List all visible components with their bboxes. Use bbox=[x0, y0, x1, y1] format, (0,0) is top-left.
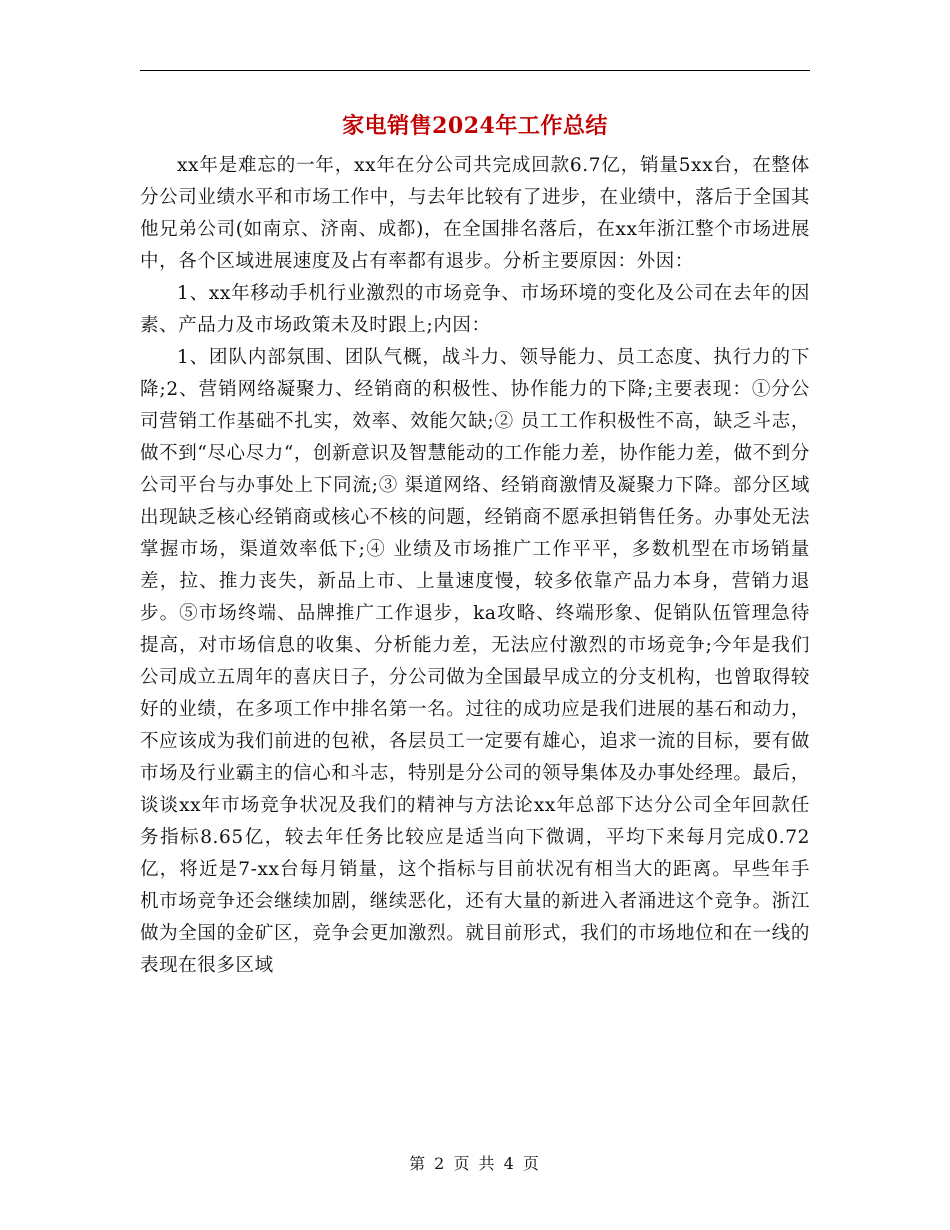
document-body bbox=[140, 150, 810, 982]
paragraph-intro: xx年是难忘的一年，xx年在分公司共完成回款6.7亿，销量5xx台，在整体分公司业绩水平和市场工作中，与去年比较有了进步，在业绩中，落后于全国其他兄弟公司(如南京、济南、成都)，在全国排名落后，在xx年浙江整个市场进展中，各个区域进展速度及占有率都有退步。分析主要原因：外因： bbox=[140, 155, 810, 272]
page-number-footer: 第 2 页 共 4 页 bbox=[409, 1154, 541, 1173]
paragraph-internal-causes: 1、团队内部氛围、团队气概，战斗力、领导能力、员工态度、执行力的下降;2、营销网络凝聚力、经销商的积极性、协作能力的下降;主要表现：①分公司营销工作基础不扎实，效率、效能欠缺;② 员工工作积极性不高，缺乏斗志，做不到“尽心尽力“，创新意识及智慧能动的工作能力差，协作能力差，做不到分公司平台与办事处上下同流;③ 渠道网络、经销商激情及凝聚力下降。部分区域出现缺乏核心经销商或核心不核的问题，经销商不愿承担销售任务。办事处无法掌握市场，渠道效率低下;④ 业绩及市场推广工作平平，多数机型在市场销量差，拉、推力丧失，新品上市、上量速度慢，较多依靠产品力本身，营销力退步。⑤市场终端、品牌推广工作退步，ka攻略、终端形象、促销队伍管理急待提高，对市场信息的收集、分析能力差，无法应付激烈的市场竞争;今年是我们公司成立五周年的喜庆日子，分公司做为全国最早成立的分支机构，也曾取得较好的业绩，在多项工作中排名第一名。过往的成功应是我们进展的基石和动力，不应该成为我们前进的包袱，各层员工一定要有雄心，追求一流的目标，要有做市场及行业霸主的信心和斗志，特别是分公司的领导集体及办事处经理。最后，谈谈xx年市场竞争状况及我们的精神与方法论xx年总部下达分公司全年回款任务指标8.65亿，较去年任务比较应是适当向下微调，平均下来每月完成0.72亿，将近是7-xx台每月销量，这个指标与目前状况有相当大的距离。早些年手机市场竞争还会继续加剧，继续恶化，还有大量的新进入者涌进这个竞争。浙江做为全国的金矿区，竞争会更加激烈。就目前形式，我们的市场地位和在一线的表现在很多区域 bbox=[140, 347, 810, 976]
paragraph-external-causes: 1、xx年移动手机行业激烈的市场竞争、市场环境的变化及公司在去年的因素、产品力及市场政策未及时跟上;内因： bbox=[140, 283, 810, 336]
header-rule bbox=[140, 70, 810, 71]
document-title: 家电销售2024年工作总结 bbox=[342, 113, 608, 139]
